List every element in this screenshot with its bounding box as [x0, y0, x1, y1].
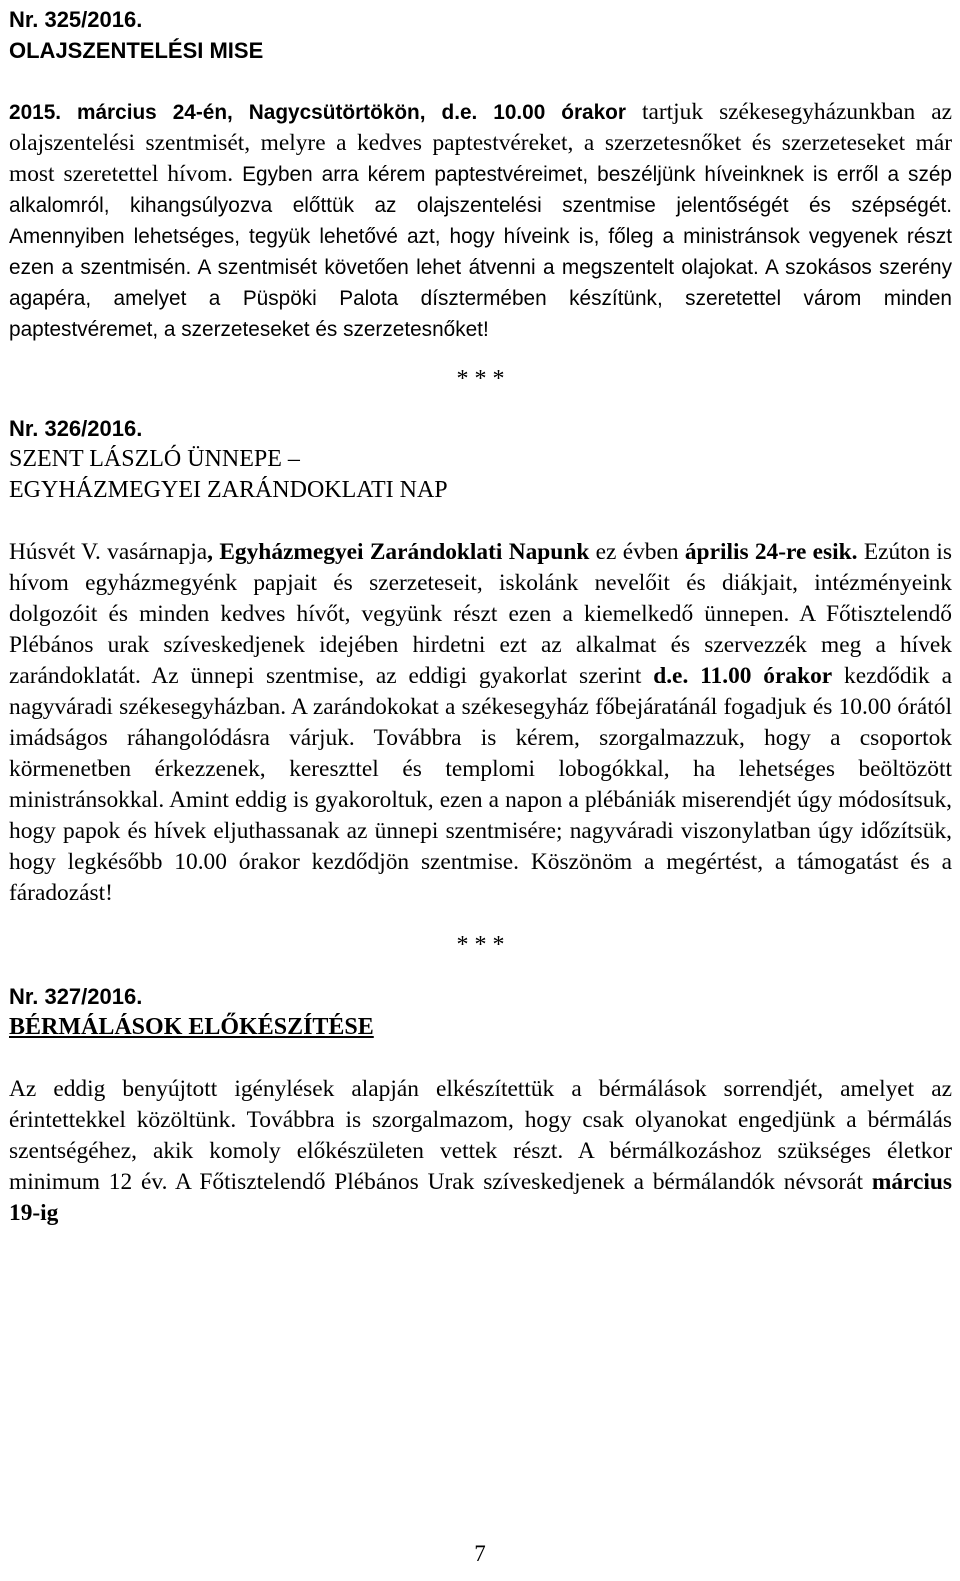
time-highlight: d.e. 11.00 órakor	[653, 663, 833, 689]
body-text: A szokásos szerény agapéra, amelyet a Püspöki Palota dísztermében készítünk, szeretettel várom minden paptestvéremet, a szerzeteseket és szerzetesnőket!	[9, 256, 952, 341]
section-title: SZENT LÁSZLÓ ÜNNEPE –	[9, 446, 300, 472]
body-text: ez évben	[589, 539, 685, 565]
page-number: 7	[474, 1541, 486, 1566]
spacer	[9, 66, 952, 97]
section-number: Nr. 326/2016.	[9, 416, 143, 441]
spacer	[9, 909, 952, 931]
spacer	[9, 959, 952, 981]
section-number: Nr. 327/2016.	[9, 984, 143, 1009]
section-body	[9, 97, 952, 345]
body-text: Húsvét V. vasárnapja	[9, 539, 208, 565]
body-text: Amennyiben lehetséges, tegyük lehetővé azt, hogy híveink is, főleg a ministránsok vegyenek részt ezen a szentmisén. A szentmisét követően lehet átvenni a megszentelt olajokat.	[9, 225, 952, 279]
section-title: EGYHÁZMEGYEI ZARÁNDOKLATI NAP	[9, 477, 448, 503]
section-title: BÉRMÁLÁSOK ELŐKÉSZÍTÉSE	[9, 1014, 374, 1040]
date-highlight: március 19-ig	[9, 1169, 952, 1226]
body-text: Egyben arra kérem paptestvéreimet, beszéljünk híveinknek is erről a szép alkalomról, kihangsúlyozva előttük az olajszentelési szentmise jelentőségét és szépségét.	[9, 163, 952, 217]
section-body	[9, 537, 952, 909]
date-highlight: 2015. március 24-én, Nagycsütörtökön, d.e. 10.00 órakor	[9, 101, 626, 124]
section-body	[9, 1074, 952, 1229]
body-text: kezdődik a nagyváradi székesegyházban. A zarándokokat a székesegyház főbejáratánál fogadjuk és 10.00 órától imádságos ráhangolódásra várjuk. Továbbra is kérem, szorgalmazzuk, hogy a csoportok körmenetben érkezzenek, kereszttel és templomi lobogókkal, ha lehetséges beöltözött ministránsokkal. Amint eddig is gyakoroltuk, ezen a napon a plébániák miserendjét úgy módosítsuk, hogy papok és hívek eljuthassanak az ünnepi szentmisére; nagyváradi viszonylatban úgy időzítsük, hogy legkésőbb 10.00 órakor kezdődjön szentmise. Köszönöm a megértést, a támogatást és a fáradozást!	[9, 663, 952, 906]
section-title: OLAJSZENTELÉSI MISE	[9, 38, 264, 63]
spacer	[9, 345, 952, 365]
event-highlight: , Egyházmegyei Zarándoklati Napunk	[207, 539, 590, 565]
section-separator: * * *	[456, 932, 505, 958]
section-separator: * * *	[456, 366, 505, 392]
spacer	[9, 506, 952, 537]
section-number: Nr. 325/2016.	[9, 7, 143, 32]
date-highlight: április 24-re esik.	[684, 539, 858, 565]
body-text: Az eddig benyújtott igénylések alapján elkészítettük a bérmálások sorrendjét, amelyet az érintettekkel közöltünk. Továbbra is szorgalmazom, hogy csak olyanokat engedjünk a bérmálás szentségéhez, akik komoly előkészületen vettek részt. A bérmálkozáshoz szükséges életkor minimum 12 év. A Főtisztelendő Plébános Urak szíveskedjenek a bérmálandók névsorát	[9, 1076, 952, 1195]
body-text: tartjuk székesegyházunkban az olajszentelési szentmisét, melyre a kedves paptestvéreket, a szerzetesnőket és szerzeteseket már most szeretettel hívom.	[9, 99, 952, 187]
spacer	[9, 1043, 952, 1074]
body-text: Ezúton is hívom egyházmegyénk papjait és szerzeteseit, iskolánk nevelőit és diákjait, intézményeink dolgozóit és minden kedves hívőt, vegyünk részt ezen a kiemelkedő ünnepen. A Főtisztelendő Plébános urak szíveskedjenek idejében hirdetni ezt az alkalmat és szervezzék meg a hívek zarándoklatát. Az ünnepi szentmise, az eddigi gyakorlat szerint	[9, 539, 952, 689]
spacer	[9, 393, 952, 413]
